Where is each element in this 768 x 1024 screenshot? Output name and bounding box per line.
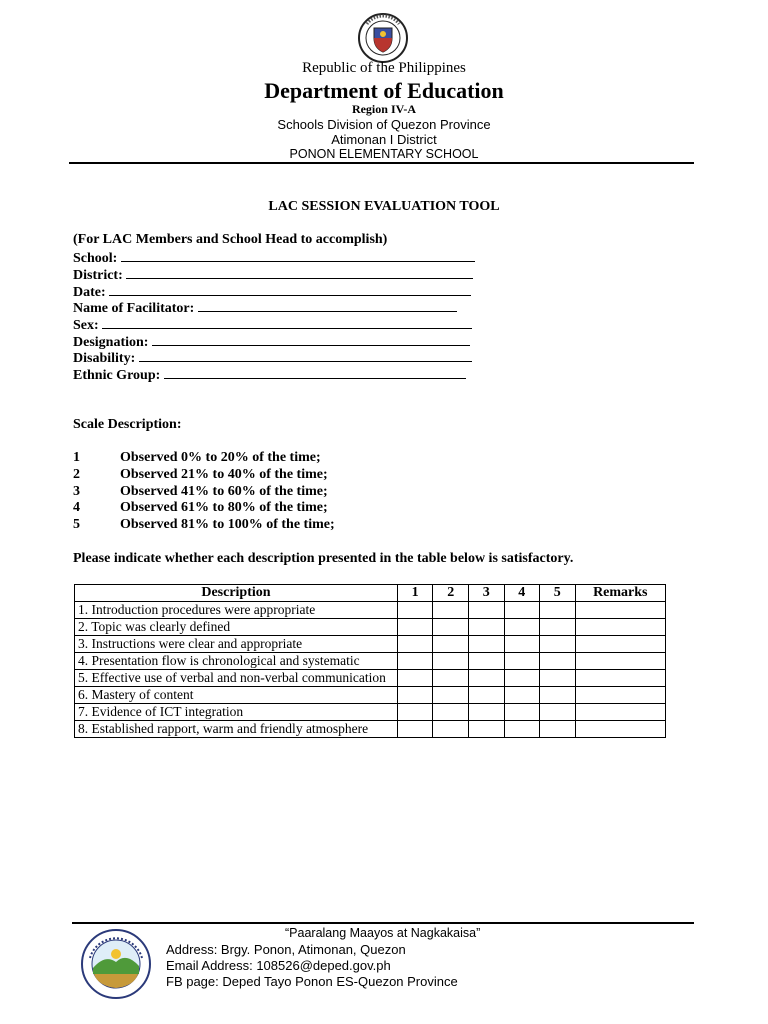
header-rating-3: 3 <box>468 585 504 602</box>
field-label: Sex: <box>73 318 99 333</box>
fill-line <box>164 366 466 379</box>
rating-cell-1[interactable] <box>397 636 433 653</box>
rating-cell-4[interactable] <box>504 704 540 721</box>
row-description: 4. Presentation flow is chronological and systematic <box>75 653 398 670</box>
table-prompt: Please indicate whether each description presented in the table below is satisfactory. <box>73 551 574 566</box>
header-divider <box>69 162 694 164</box>
table-row <box>75 670 666 687</box>
rating-cell-2[interactable] <box>433 636 469 653</box>
rating-cell-2[interactable] <box>433 704 469 721</box>
rating-cell-3[interactable] <box>468 670 504 687</box>
scale-number: 5 <box>73 517 80 532</box>
row-description: 1. Introduction procedures were appropriate <box>75 602 398 619</box>
table-row <box>75 704 666 721</box>
footer-email: Email Address: 108526@deped.gov.ph <box>166 958 391 973</box>
rating-cell-5[interactable] <box>540 704 576 721</box>
rating-cell-1[interactable] <box>397 619 433 636</box>
scale-number: 3 <box>73 484 80 499</box>
table-row <box>75 602 666 619</box>
rating-cell-5[interactable] <box>540 619 576 636</box>
field-facilitator <box>73 299 457 317</box>
rating-cell-5[interactable] <box>540 687 576 704</box>
fill-line <box>126 266 473 279</box>
rating-cell-4[interactable] <box>504 619 540 636</box>
remarks-cell[interactable] <box>575 721 665 738</box>
table-row <box>75 636 666 653</box>
scale-text: Observed 0% to 20% of the time; <box>120 450 321 465</box>
rating-cell-2[interactable] <box>433 619 469 636</box>
rating-cell-1[interactable] <box>397 653 433 670</box>
rating-cell-4[interactable] <box>504 687 540 704</box>
rating-cell-4[interactable] <box>504 721 540 738</box>
remarks-cell[interactable] <box>575 653 665 670</box>
rating-cell-5[interactable] <box>540 602 576 619</box>
rating-cell-3[interactable] <box>468 619 504 636</box>
district-line: Atimonan I District <box>331 132 437 147</box>
department-title: Department of Education <box>264 78 504 103</box>
rating-cell-3[interactable] <box>468 602 504 619</box>
rating-cell-2[interactable] <box>433 653 469 670</box>
rating-cell-4[interactable] <box>504 636 540 653</box>
rating-cell-4[interactable] <box>504 653 540 670</box>
remarks-cell[interactable] <box>575 687 665 704</box>
row-description: 6. Mastery of content <box>75 687 398 704</box>
scale-text: Observed 21% to 40% of the time; <box>120 467 328 482</box>
field-label: District: <box>73 268 123 283</box>
rating-cell-3[interactable] <box>468 687 504 704</box>
fill-line <box>109 283 471 296</box>
evaluation-table <box>74 584 666 738</box>
rating-cell-1[interactable] <box>397 602 433 619</box>
scale-text: Observed 81% to 100% of the time; <box>120 517 335 532</box>
remarks-cell[interactable] <box>575 636 665 653</box>
rating-cell-4[interactable] <box>504 670 540 687</box>
field-disability <box>73 349 472 367</box>
deped-seal-logo <box>354 12 412 64</box>
fill-line <box>198 299 457 312</box>
footer-divider <box>72 922 694 924</box>
school-motto: “Paaralang Maayos at Nagkakaisa” <box>285 926 481 940</box>
school-seal-logo <box>80 928 152 1000</box>
header-description: Description <box>75 585 398 602</box>
table-row <box>75 653 666 670</box>
field-label: Ethnic Group: <box>73 368 161 383</box>
scale-item <box>73 467 328 483</box>
header-remarks: Remarks <box>575 585 665 602</box>
row-description: 5. Effective use of verbal and non-verbal communication <box>75 670 398 687</box>
table-row <box>75 721 666 738</box>
scale-text: Observed 61% to 80% of the time; <box>120 500 328 515</box>
scale-item <box>73 450 321 466</box>
remarks-cell[interactable] <box>575 704 665 721</box>
field-school <box>73 249 475 267</box>
header-rating-2: 2 <box>433 585 469 602</box>
school-line: PONON ELEMENTARY SCHOOL <box>289 147 479 161</box>
remarks-cell[interactable] <box>575 619 665 636</box>
field-label: Date: <box>73 285 106 300</box>
rating-cell-2[interactable] <box>433 670 469 687</box>
header-rating-1: 1 <box>397 585 433 602</box>
rating-cell-4[interactable] <box>504 602 540 619</box>
row-description: 7. Evidence of ICT integration <box>75 704 398 721</box>
scale-item <box>73 484 328 500</box>
scale-item <box>73 517 335 533</box>
rating-cell-5[interactable] <box>540 653 576 670</box>
scale-number: 2 <box>73 467 80 482</box>
field-district <box>73 266 473 284</box>
field-label: Designation: <box>73 335 149 350</box>
scale-item <box>73 500 328 516</box>
rating-cell-3[interactable] <box>468 704 504 721</box>
field-sex <box>73 316 472 334</box>
rating-cell-3[interactable] <box>468 721 504 738</box>
field-label: Name of Facilitator: <box>73 301 195 316</box>
fill-line <box>121 249 475 262</box>
rating-cell-5[interactable] <box>540 721 576 738</box>
form-title: LAC SESSION EVALUATION TOOL <box>268 199 500 214</box>
remarks-cell[interactable] <box>575 670 665 687</box>
rating-cell-1[interactable] <box>397 687 433 704</box>
instruction-text: (For LAC Members and School Head to accomplish) <box>73 232 388 247</box>
field-ethnic-group <box>73 366 466 384</box>
rating-cell-2[interactable] <box>433 687 469 704</box>
header-rating-5: 5 <box>540 585 576 602</box>
row-description: 8. Established rapport, warm and friendly atmosphere <box>75 721 398 738</box>
rating-cell-1[interactable] <box>397 721 433 738</box>
rating-cell-3[interactable] <box>468 636 504 653</box>
row-description: 3. Instructions were clear and appropriate <box>75 636 398 653</box>
remarks-cell[interactable] <box>575 602 665 619</box>
scale-text: Observed 41% to 60% of the time; <box>120 484 328 499</box>
rating-cell-5[interactable] <box>540 636 576 653</box>
region-line: Region IV-A <box>351 102 417 116</box>
fill-line <box>102 316 472 329</box>
footer-address: Address: Brgy. Ponon, Atimonan, Quezon <box>166 942 406 957</box>
table-header-row <box>75 585 666 602</box>
fill-line <box>139 349 472 362</box>
table-row <box>75 619 666 636</box>
fill-line <box>152 333 470 346</box>
field-label: Disability: <box>73 351 136 366</box>
footer-fb-page: FB page: Deped Tayo Ponon ES-Quezon Province <box>166 974 458 989</box>
rating-cell-1[interactable] <box>397 670 433 687</box>
header-rating-4: 4 <box>504 585 540 602</box>
rating-cell-3[interactable] <box>468 653 504 670</box>
row-description: 2. Topic was clearly defined <box>75 619 398 636</box>
table-row <box>75 687 666 704</box>
rating-cell-2[interactable] <box>433 721 469 738</box>
scale-number: 1 <box>73 450 80 465</box>
rating-cell-5[interactable] <box>540 670 576 687</box>
field-label: School: <box>73 251 118 266</box>
scale-title: Scale Description: <box>73 417 182 432</box>
scale-number: 4 <box>73 500 80 515</box>
republic-line: Republic of the Philippines <box>302 60 466 76</box>
rating-cell-2[interactable] <box>433 602 469 619</box>
rating-cell-1[interactable] <box>397 704 433 721</box>
division-line: Schools Division of Quezon Province <box>277 117 491 132</box>
